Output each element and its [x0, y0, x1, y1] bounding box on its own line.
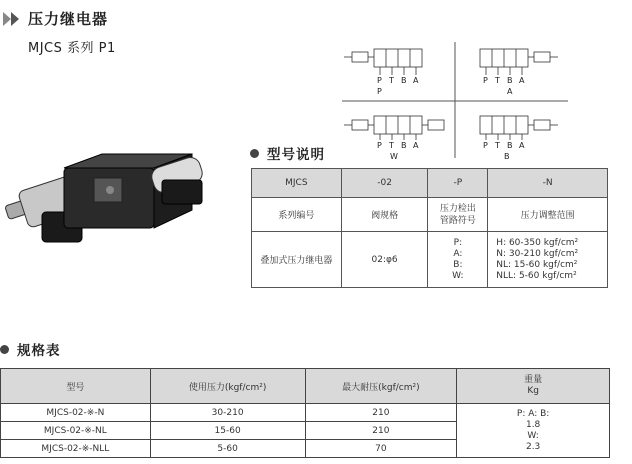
page-header — [2, 8, 108, 29]
row-max: 70 — [305, 440, 457, 458]
q2-port-p: P — [483, 76, 488, 85]
page-title: 压力继电器 — [28, 10, 109, 28]
model-section-heading — [250, 143, 325, 163]
page-subtitle: MJCS 系列 P1 — [28, 41, 116, 56]
q4-port-b: B — [507, 141, 513, 150]
row-model: MJCS-02-※-NL — [1, 422, 151, 440]
q3-port-b: B — [401, 141, 407, 150]
row-max: 210 — [305, 422, 457, 440]
model-code-table — [251, 168, 608, 288]
spec-table — [0, 368, 610, 458]
row-model: MJCS-02-※-N — [1, 404, 151, 422]
q1-port-p: P — [377, 76, 382, 85]
line-symbols: P: A: B: W: — [428, 232, 488, 288]
pressure-ranges: H: 60-350 kgf/cm² N: 30-210 kgf/cm² NL: 15-60 kgf/cm² NLL: 5-60 kgf/cm² — [488, 232, 608, 288]
bullet-icon — [0, 345, 9, 354]
header-series: 系列编号 — [252, 198, 342, 232]
q2-port-b: B — [507, 76, 513, 85]
q4-label: B — [504, 152, 510, 161]
q3-port-p: P — [377, 141, 382, 150]
hydraulic-symbols — [340, 40, 570, 162]
code-range: -N — [488, 169, 608, 198]
header-weight: 重量 Kg — [457, 369, 610, 404]
q1-port-a: A — [413, 76, 419, 85]
spec-section-title: 规格表 — [17, 343, 61, 359]
q2-label: A — [507, 87, 513, 96]
row-pressure: 5-60 — [150, 440, 305, 458]
series-name: 叠加式压力继电器 — [252, 232, 342, 288]
header-pressure: 使用压力(kgf/cm²) — [150, 369, 305, 404]
double-arrow-icon — [2, 9, 22, 29]
q1-port-t: T — [389, 76, 394, 85]
row-model: MJCS-02-※-NLL — [1, 440, 151, 458]
bullet-icon — [250, 149, 259, 158]
q1-label: P — [377, 87, 382, 96]
row-max: 210 — [305, 404, 457, 422]
header-size: 阀规格 — [341, 198, 428, 232]
header-model: 型号 — [1, 369, 151, 404]
code-series: MJCS — [252, 169, 342, 198]
header-range: 压力调整范围 — [488, 198, 608, 232]
q4-port-p: P — [483, 141, 488, 150]
code-size: -02 — [341, 169, 428, 198]
header-max-pressure: 最大耐压(kgf/cm²) — [305, 369, 457, 404]
q4-port-a: A — [519, 141, 525, 150]
weight-cell: P: A: B: 1.8 W: 2.3 — [457, 404, 610, 458]
table-row — [1, 404, 610, 422]
code-line: -P — [428, 169, 488, 198]
row-pressure: 15-60 — [150, 422, 305, 440]
q3-port-t: T — [389, 141, 394, 150]
q4-port-t: T — [495, 141, 500, 150]
q2-port-a: A — [519, 76, 525, 85]
q3-port-a: A — [413, 141, 419, 150]
q3-label: W — [390, 152, 398, 161]
pressure-switch-illustration — [2, 140, 217, 250]
header-line: 压力检出 管路符号 — [428, 198, 488, 232]
model-section-title: 型号说明 — [267, 147, 325, 163]
valve-size: 02:φ6 — [341, 232, 428, 288]
q2-port-t: T — [495, 76, 500, 85]
row-pressure: 30-210 — [150, 404, 305, 422]
spec-section-heading — [0, 339, 61, 359]
q1-port-b: B — [401, 76, 407, 85]
